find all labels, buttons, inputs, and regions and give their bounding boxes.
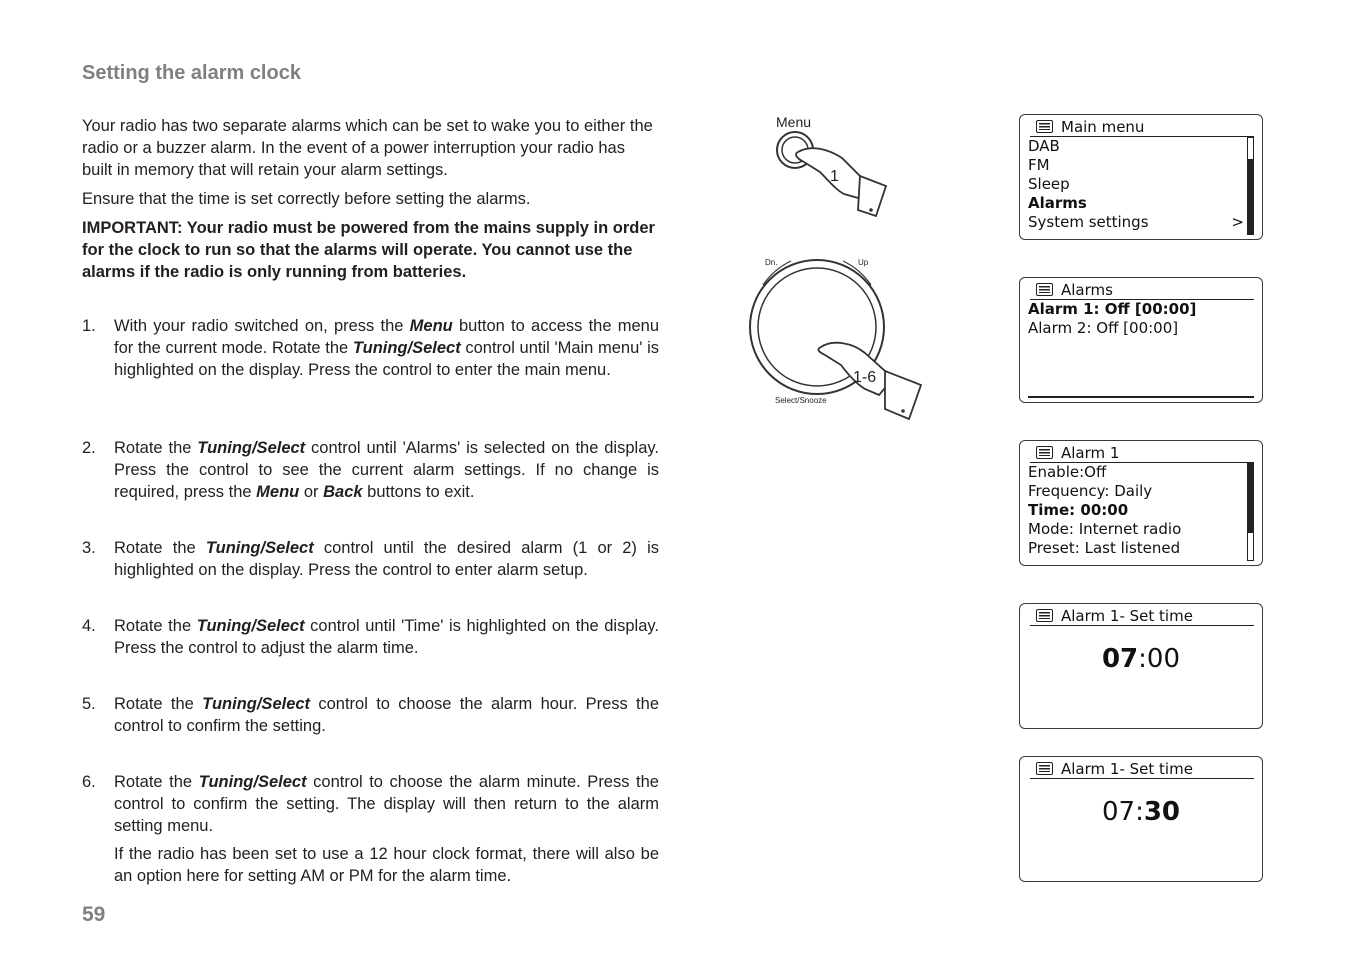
step-number: 3. — [82, 539, 96, 557]
display-title: Main menu — [1061, 117, 1145, 136]
alarm-settings-list — [1028, 463, 1242, 558]
hour-value: 07 — [1101, 797, 1136, 827]
menu-item-system-settings[interactable]: System settings — [1028, 213, 1149, 231]
page-title: Setting the alarm clock — [82, 62, 301, 84]
step-number: 2. — [82, 439, 96, 457]
knob-select-label: Select/Snooze — [775, 396, 827, 405]
setting-mode[interactable]: Mode: Internet radio — [1028, 520, 1182, 538]
display-title: Alarm 1- Set time — [1061, 606, 1193, 625]
display-alarm-1 — [1019, 440, 1263, 566]
setting-frequency[interactable]: Frequency: Daily — [1028, 482, 1153, 500]
step-number: 6. — [82, 773, 96, 791]
display-set-hour — [1019, 603, 1263, 729]
page-number: 59 — [82, 903, 106, 926]
display-header — [1030, 759, 1254, 779]
menu-button-illustration — [760, 110, 900, 230]
menu-list-icon — [1036, 283, 1053, 296]
step-text: Rotate the Tuning/Select control until 'Time' is highlighted on the display. Press the control to adjust the alarm time. — [114, 617, 659, 657]
step-6 — [82, 771, 659, 887]
step-2 — [82, 437, 659, 503]
menu-item-alarms[interactable]: Alarms — [1028, 194, 1087, 212]
intro-section — [82, 115, 659, 283]
step-4 — [82, 615, 659, 659]
minute-value[interactable]: 30 — [1143, 797, 1181, 827]
step-text: With your radio switched on, press the Menu button to access the menu for the current mode. Rotate the Tuning/Select control until 'Main menu' is highlighted on the display. Press the control to enter the main menu. — [114, 317, 660, 379]
submenu-arrow-icon: > — [1231, 213, 1244, 231]
knob-up-label: Up — [858, 258, 869, 267]
step-text: Rotate the Tuning/Select control until 'Alarms' is selected on the display. Press the control to see the current alarm settings. If no change is required, press the Menu or Back buttons to exit. — [114, 439, 659, 501]
display-header — [1030, 606, 1254, 626]
step-text: Rotate the Tuning/Select control to choose the alarm minute. Press the control to confirm the setting. The display will then return to the alarm setting menu. — [114, 773, 659, 835]
step-number: 4. — [82, 617, 96, 635]
step-1 — [82, 315, 659, 381]
minute-value: 00 — [1146, 644, 1181, 674]
menu-list-icon — [1036, 446, 1053, 459]
menu-list-icon — [1036, 762, 1053, 775]
menu-item-fm[interactable]: FM — [1028, 156, 1050, 174]
display-main-menu — [1019, 114, 1263, 240]
knob-down-label: Dn. — [765, 258, 778, 267]
menu-button-label: Menu — [776, 114, 812, 130]
tuning-knob-icon — [745, 255, 925, 425]
time-readout: 07:00 — [1101, 644, 1181, 674]
knob-step-label: 1-6 — [853, 369, 877, 386]
step-3 — [82, 537, 659, 581]
display-set-minute — [1019, 756, 1263, 882]
scrollbar[interactable] — [1247, 137, 1254, 235]
step-number: 1. — [82, 317, 96, 335]
menu-list — [1028, 137, 1242, 232]
step-number: 5. — [82, 695, 96, 713]
menu-item-sleep[interactable]: Sleep — [1028, 175, 1070, 193]
alarm-2-item[interactable]: Alarm 2: Off [00:00] — [1028, 319, 1179, 337]
display-alarms — [1019, 277, 1263, 403]
display-header — [1030, 280, 1254, 300]
display-bottom-line — [1028, 396, 1254, 398]
menu-list-icon — [1036, 609, 1053, 622]
setting-time[interactable]: Time: 00:00 — [1028, 501, 1129, 519]
hour-value[interactable]: 07 — [1101, 644, 1139, 674]
alarm-1-item[interactable]: Alarm 1: Off [00:00] — [1028, 300, 1197, 318]
tuning-knob-illustration — [745, 255, 925, 425]
menu-step-label: 1 — [830, 168, 839, 185]
step-5 — [82, 693, 659, 737]
alarm-list — [1028, 300, 1254, 338]
scrollbar[interactable] — [1247, 463, 1254, 561]
display-header — [1030, 443, 1254, 463]
display-title: Alarms — [1061, 280, 1113, 299]
display-header — [1030, 117, 1254, 137]
time-readout: 07:30 — [1101, 797, 1181, 827]
step-6-note: If the radio has been set to use a 12 hour clock format, there will also be an option here for setting AM or PM for the alarm time. — [114, 845, 659, 885]
menu-item-dab[interactable]: DAB — [1028, 137, 1060, 155]
step-text: Rotate the Tuning/Select control until the desired alarm (1 or 2) is highlighted on the display. Press the control to enter alarm setup. — [114, 539, 659, 579]
display-title: Alarm 1- Set time — [1061, 759, 1193, 778]
setting-enable[interactable]: Enable:Off — [1028, 463, 1107, 481]
step-text: Rotate the Tuning/Select control to choose the alarm hour. Press the control to confirm the setting. — [114, 695, 659, 735]
intro-time-note: Ensure that the time is set correctly before setting the alarms. — [82, 190, 531, 208]
setting-preset[interactable]: Preset: Last listened — [1028, 539, 1181, 557]
menu-list-icon — [1036, 120, 1053, 133]
important-note: IMPORTANT: Your radio must be powered from the mains supply in order for the clock to run so that the alarms will operate. You cannot use the alarms if the radio is only running from batteries. — [82, 219, 655, 281]
display-title: Alarm 1 — [1061, 443, 1120, 462]
intro-paragraph: Your radio has two separate alarms which can be set to wake you to either the radio or a buzzer alarm. In the event of a power interruption your radio has built in memory that will retain your alarm settings. — [82, 117, 653, 179]
